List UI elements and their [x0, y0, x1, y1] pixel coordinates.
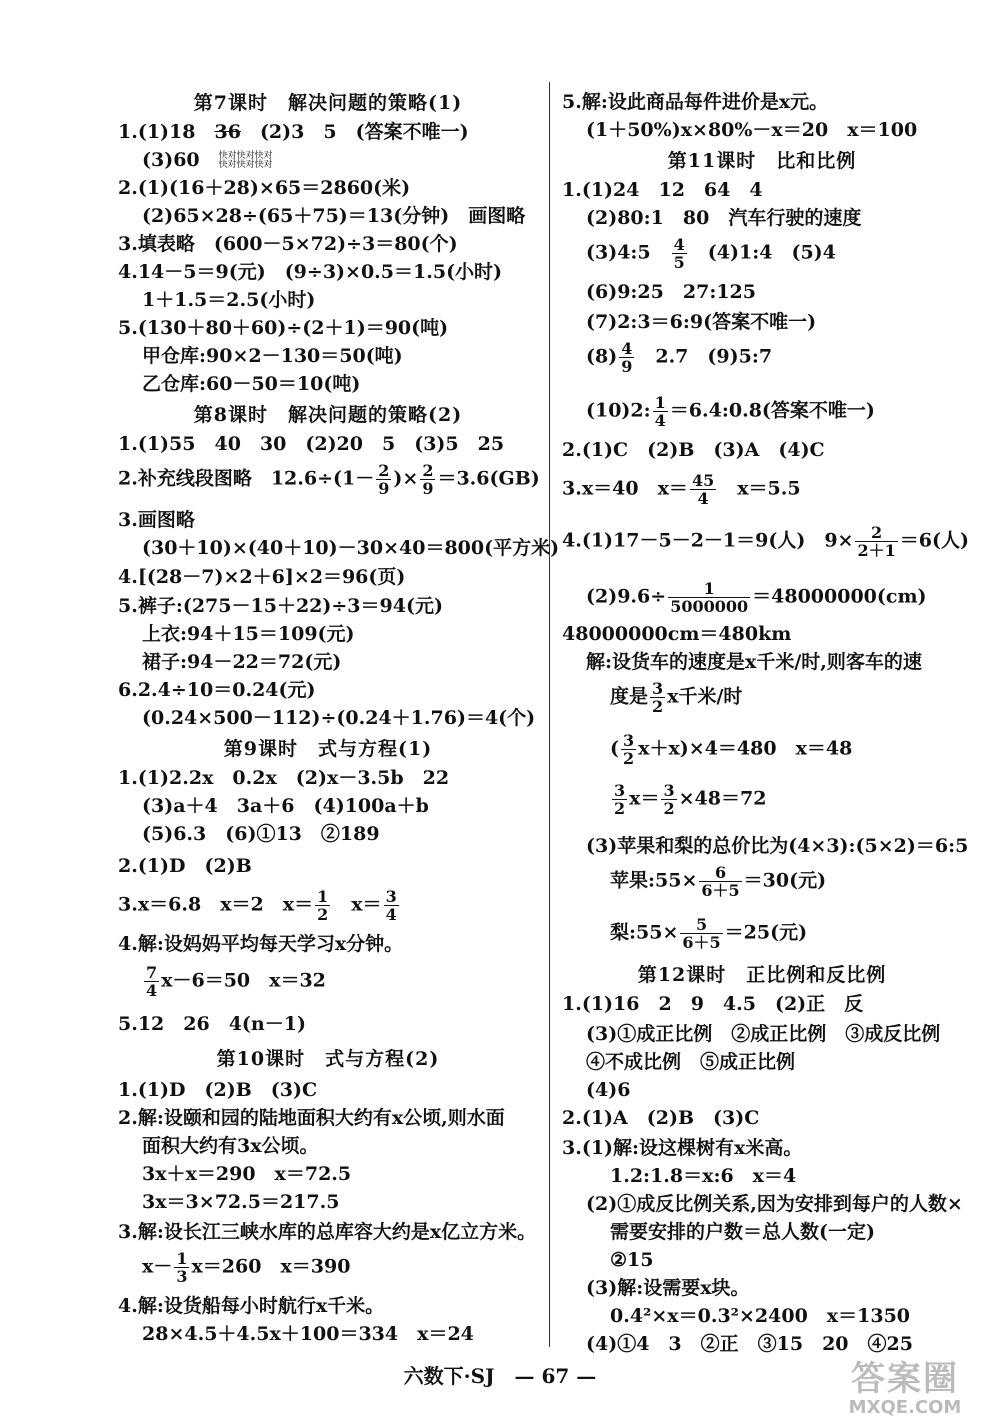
fraction: $\frac{3}{4}$ — [385, 887, 397, 924]
fraction: $\frac{7}{4}$ — [146, 963, 158, 1000]
fraction: $\frac{1}{5000000}$ — [670, 579, 749, 616]
answer-line: (10)2: $\frac{1}{4}$ ＝6.4:0.8(答案不唯一) — [586, 393, 875, 430]
answer-line: (3)60 快对快对快对 快对快对快对 — [142, 149, 273, 171]
answer-line: 解:设货车的速度是x千米/时,则客车的速 — [586, 651, 922, 673]
fraction: $\frac{3}{2}$ — [614, 781, 626, 818]
answer-line: 梨:55× $\frac{5}{6+5}$ ＝25(元) — [610, 915, 808, 952]
answer-line: (3)4:5 $\frac{4}{5}$ (4)1:4 (5)4 — [586, 235, 836, 272]
answer-line: 度是 $\frac{3}{2}$ x千米/时 — [610, 679, 743, 716]
answer-line: 4.解:设货船每小时航行x千米。 — [118, 1295, 385, 1317]
answer-line: (6)9:25 27:125 — [586, 281, 756, 303]
answer-line: 3.填表略 (600－5×72)÷3＝80(个) — [118, 233, 458, 255]
answer-line: 1.(1)2.2x 0.2x (2)x－3.5b 22 — [118, 767, 450, 789]
fraction: $\frac{2}{9}$ — [422, 461, 434, 498]
fraction: $\frac{5}{6+5}$ — [682, 915, 721, 952]
fraction: $\frac{4}{5}$ — [673, 235, 685, 272]
answer-line: 4.[(28－7)×2＋6]×2＝96(页) — [118, 566, 406, 588]
answer-line: 1.(1)D (2)B (3)C — [118, 1079, 318, 1101]
section-title: 第7课时 解决问题的策略(1) — [193, 92, 463, 114]
answer-line: (3)①成正比例 ②成正比例 ③成反比例 — [586, 1023, 941, 1045]
answer-line: 1.2:1.8＝x:6 x＝4 — [610, 1165, 797, 1187]
column-divider — [549, 82, 550, 1347]
answer-line: 6.2.4÷10＝0.24(元) — [118, 679, 316, 701]
answer-line: 苹果:55× $\frac{6}{6+5}$ ＝30(元) — [610, 863, 827, 900]
answer-line: (4)①4 3 ②正 ③15 20 ④25 — [586, 1333, 913, 1355]
stamp-text: 快对快对快对 快对快对快对 — [218, 151, 273, 170]
answer-line: 5.解:设此商品每件进价是x元。 — [562, 91, 829, 113]
fraction: $\frac{4}{9}$ — [621, 339, 633, 376]
answer-line: 3.x＝6.8 x＝2 x＝ $\frac{1}{2}$ x＝ $\frac{3}{4}$ — [118, 887, 397, 924]
answer-line: (4)6 — [586, 1079, 631, 1101]
answer-line: 2.(1)(16＋28)×65＝2860(米) — [118, 177, 411, 199]
answer-line: 2.解:设颐和园的陆地面积大约有x公顷,则水面 — [118, 1107, 505, 1129]
answer-line: 裙子:94－22＝72(元) — [142, 651, 342, 673]
answer-line: (5)6.3 (6)①13 ②189 — [142, 823, 380, 845]
answer-line: (7)2:3＝6:9(答案不唯一) — [586, 311, 817, 333]
answer-line: 0.4²×x＝0.3²×2400 x＝1350 — [610, 1305, 911, 1327]
answer-line: (2)65×28÷(65＋75)＝13(分钟) 画图略 — [142, 205, 526, 227]
section-title: 第10课时 式与方程(2) — [216, 1048, 440, 1070]
answer-line: 48000000cm＝480km — [562, 623, 792, 645]
answer-line: (8) $\frac{4}{9}$ 2.7 (9)5:7 — [586, 339, 773, 376]
answer-line: 3.画图略 — [118, 509, 195, 531]
answer-line: 4.(1)17－5－2－1＝9(人) 9× $\frac{2}{2+1}$ ＝6(人) — [562, 523, 969, 560]
answer-line: 1.(1)18 36 (2)3 5 (答案不唯一) — [118, 121, 469, 143]
answer-line: 5.(130＋80＋60)÷(2＋1)＝90(吨) — [118, 317, 449, 339]
fraction: $\frac{6}{6+5}$ — [701, 863, 740, 900]
answer-line: 乙仓库:60－50＝10(吨) — [142, 373, 361, 395]
answer-line: $\frac{3}{2}$ x＝ $\frac{3}{2}$ ×48＝72 — [614, 781, 767, 818]
answer-line: 2.(1)A (2)B (3)C — [562, 1107, 760, 1129]
answer-line: 3.x＝40 x＝ $\frac{45}{4}$ x＝5.5 — [562, 471, 801, 508]
answer-line: 5.裤子:(275－15＋22)÷3＝94(元) — [118, 595, 443, 617]
answer-line: 2.(1)D (2)B — [118, 855, 252, 877]
fraction: $\frac{1}{2}$ — [317, 887, 329, 924]
answer-line: (3)a＋4 3a＋6 (4)100a＋b — [142, 795, 429, 817]
answer-line: ②15 — [610, 1249, 654, 1271]
answer-line: ④不成比例 ⑤成正比例 — [586, 1051, 796, 1073]
section-title: 第9课时 式与方程(1) — [223, 738, 433, 760]
answer-line: (2)①成反比例关系,因为安排到每户的人数× — [586, 1193, 963, 1215]
answer-line: 3.(1)解:设这棵树有x米高。 — [562, 1137, 803, 1159]
answer-line: 28×4.5＋4.5x＋100＝334 x＝24 — [142, 1323, 474, 1345]
answer-line: (3)解:设需要x块。 — [586, 1277, 750, 1299]
answer-line: (3)苹果和梨的总价比为(4×3):(5×2)＝6:5 — [586, 835, 969, 857]
fraction: $\frac{3}{2}$ — [623, 731, 635, 768]
answer-line: 4.14－5＝9(元) (9÷3)×0.5＝1.5(小时) — [118, 261, 503, 283]
answer-line: 2.补充线段图略 12.6÷(1－ $\frac{2}{9}$ )× $\frac{2}{9}$ ＝3.6(GB) — [118, 461, 540, 498]
answer-line: (2)80:1 80 汽车行驶的速度 — [586, 207, 862, 229]
section-title: 第11课时 比和比例 — [667, 150, 857, 172]
answer-line: (1＋50%)x×80%－x＝20 x＝100 — [586, 119, 918, 141]
answer-line: $\frac{7}{4}$ x－6＝50 x＝32 — [146, 963, 326, 1000]
answer-line: 面积大约有3x公顷。 — [142, 1135, 319, 1157]
section-title: 第8课时 解决问题的策略(2) — [193, 404, 463, 426]
answer-line: (2)9.6÷ $\frac{1}{5000000}$ ＝48000000(cm) — [586, 579, 927, 616]
answer-line: 1.(1)55 40 30 (2)20 5 (3)5 25 — [118, 433, 505, 455]
fraction: $\frac{2}{2+1}$ — [857, 523, 896, 560]
answer-line: 需要安排的户数＝总人数(一定) — [610, 1221, 875, 1243]
answer-line: ( $\frac{3}{2}$ x＋x)×4＝480 x＝48 — [610, 731, 853, 768]
struck-text: 36 — [214, 121, 241, 143]
answer-line: 4.解:设妈妈平均每天学习x分钟。 — [118, 933, 404, 955]
answer-line: 2.(1)C (2)B (3)A (4)C — [562, 439, 825, 461]
answer-line: 1.(1)16 2 9 4.5 (2)正 反 — [562, 993, 864, 1015]
answer-line: 3x＝3×72.5＝217.5 — [142, 1191, 340, 1213]
fraction: $\frac{1}{4}$ — [654, 393, 666, 430]
answer-line: 甲仓库:90×2－130＝50(吨) — [142, 345, 403, 367]
fraction: $\frac{45}{4}$ — [691, 471, 715, 508]
answer-line: 上衣:94＋15＝109(元) — [142, 623, 355, 645]
answer-line: 5.12 26 4(n－1) — [118, 1013, 306, 1035]
fraction: $\frac{2}{9}$ — [378, 461, 390, 498]
answer-line: 3x＋x＝290 x＝72.5 — [142, 1163, 352, 1185]
answer-line: 1＋1.5＝2.5(小时) — [142, 289, 316, 311]
fraction: $\frac{3}{2}$ — [663, 781, 675, 818]
fraction: $\frac{3}{2}$ — [652, 679, 664, 716]
watermark-logo: 答案圈 MXQE.COM — [848, 1359, 962, 1418]
answer-line: (30＋10)×(40＋10)－30×40＝800(平方米) — [142, 537, 560, 559]
page-footer: 六数下·SJ — 67 — — [403, 1364, 597, 1388]
fraction: $\frac{1}{3}$ — [176, 1249, 188, 1286]
section-title: 第12课时 正比例和反比例 — [637, 964, 887, 986]
answer-line: x－ $\frac{1}{3}$ x＝260 x＝390 — [142, 1249, 351, 1286]
answer-line: 1.(1)24 12 64 4 — [562, 179, 763, 201]
answer-line: (0.24×500－112)÷(0.24＋1.76)＝4(个) — [142, 707, 536, 729]
answer-line: 3.解:设长江三峡水库的总库容大约是x亿立方米。 — [118, 1221, 537, 1243]
